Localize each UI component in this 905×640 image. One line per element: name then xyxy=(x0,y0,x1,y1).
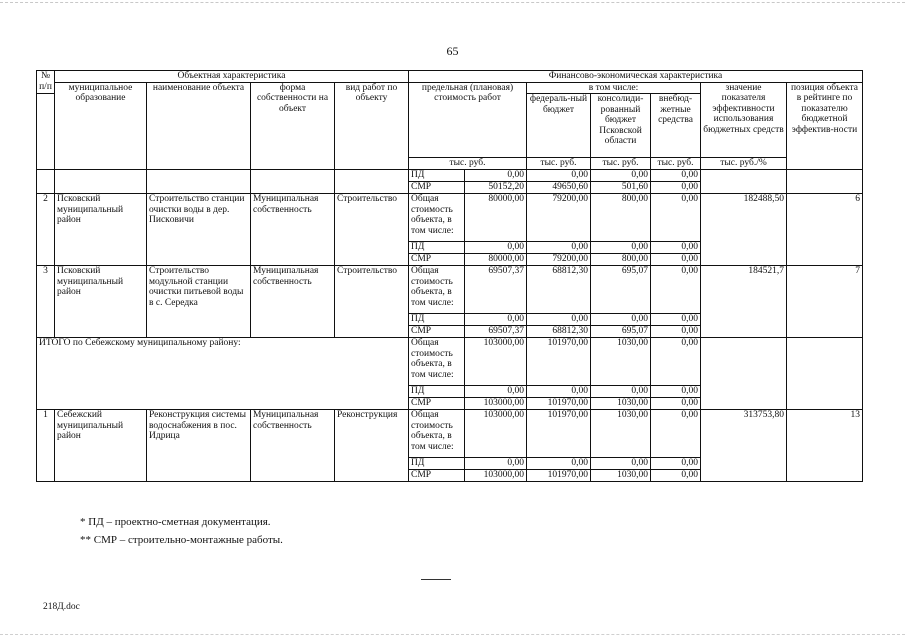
object-mo: Псковский муниципальный район xyxy=(55,266,147,338)
row-label-smr: СМР xyxy=(409,182,465,194)
value-cell: 79200,00 xyxy=(527,254,591,266)
separator-line xyxy=(421,579,451,580)
header-indicator: значение показателя эффективности использования бюджетных средств xyxy=(701,82,787,158)
value-cell: 80000,00 xyxy=(465,254,527,266)
row-label-smr: СМР xyxy=(409,254,465,266)
value-cell: 800,00 xyxy=(591,194,651,242)
page-number: 65 xyxy=(446,44,459,58)
value-cell: 0,00 xyxy=(527,458,591,470)
object-num: 3 xyxy=(37,266,55,338)
row-label-pd: ПД xyxy=(409,314,465,326)
value-cell: 0,00 xyxy=(651,470,701,482)
header-federal: федераль-ный бюджет xyxy=(527,94,591,158)
scan-artifact-top xyxy=(0,2,905,3)
object-position: 6 xyxy=(787,194,863,266)
value-cell: 0,00 xyxy=(651,458,701,470)
unit-indicator: тыс. руб./% xyxy=(701,158,787,170)
value-cell: 68812,30 xyxy=(527,266,591,314)
value-cell: 1030,00 xyxy=(591,338,651,386)
header-offbudget: внебюд-жетные средства xyxy=(651,94,701,158)
unit-cost: тыс. руб. xyxy=(409,158,527,170)
value-cell: 103000,00 xyxy=(465,470,527,482)
value-cell: 0,00 xyxy=(591,458,651,470)
object-position: 13 xyxy=(787,410,863,482)
value-cell: 1030,00 xyxy=(591,470,651,482)
value-cell: 1030,00 xyxy=(591,398,651,410)
cont-indicator xyxy=(701,170,787,194)
value-cell: 50152,20 xyxy=(465,182,527,194)
value-cell: 0,00 xyxy=(465,242,527,254)
value-cell: 103000,00 xyxy=(465,398,527,410)
value-cell: 0,00 xyxy=(591,242,651,254)
scan-artifact-bottom xyxy=(0,634,905,635)
object-num: 2 xyxy=(37,194,55,266)
value-cell: 79200,00 xyxy=(527,194,591,242)
value-cell: 0,00 xyxy=(591,314,651,326)
cont-mo xyxy=(55,170,147,194)
value-cell: 0,00 xyxy=(651,410,701,458)
value-cell: 0,00 xyxy=(651,338,701,386)
object-work-type: Реконструкция xyxy=(335,410,409,482)
value-cell: 0,00 xyxy=(465,314,527,326)
unit-consolidated: тыс. руб. xyxy=(591,158,651,170)
object-indicator: 182488,50 xyxy=(701,194,787,266)
header-object-char: Объектная характеристика xyxy=(55,71,409,83)
header-mo: муниципальное образование xyxy=(55,82,147,170)
cont-ownership xyxy=(251,170,335,194)
object-indicator: 184521,7 xyxy=(701,266,787,338)
financial-table xyxy=(36,70,863,482)
row-label-pd: ПД xyxy=(409,386,465,398)
value-cell: 0,00 xyxy=(651,386,701,398)
object-ownership: Муниципальная собственность xyxy=(251,194,335,266)
value-cell: 49650,60 xyxy=(527,182,591,194)
row-label-pd: ПД xyxy=(409,170,465,182)
value-cell: 0,00 xyxy=(591,386,651,398)
object-work-type: Строительство xyxy=(335,194,409,266)
object-name: Строительство станции очистки воды в дер. Пискoвичи xyxy=(147,194,251,266)
value-cell: 695,07 xyxy=(591,326,651,338)
value-cell: 0,00 xyxy=(465,458,527,470)
value-cell: 0,00 xyxy=(651,182,701,194)
object-work-type: Строительство xyxy=(335,266,409,338)
header-num: № п/п xyxy=(37,71,55,94)
subtotal-position xyxy=(787,338,863,410)
value-cell: 0,00 xyxy=(651,314,701,326)
header-position: позиция объекта в рейтинге по показателю бюджетной эффектив-ности xyxy=(787,82,863,170)
value-cell: 0,00 xyxy=(465,386,527,398)
value-cell: 0,00 xyxy=(651,170,701,182)
unit-federal: тыс. руб. xyxy=(527,158,591,170)
header-fin-char: Финансово-экономическая характеристика xyxy=(409,71,863,83)
value-cell: 0,00 xyxy=(651,398,701,410)
document-filename: 218Д.doc xyxy=(43,602,80,612)
row-label-smr: СМР xyxy=(409,398,465,410)
object-name: Реконструкция системы водоснабжения в пос. Идрица xyxy=(147,410,251,482)
object-ownership: Муниципальная собственность xyxy=(251,266,335,338)
header-consolidated: консолиди-рованный бюджет Псковской области xyxy=(591,94,651,158)
object-indicator: 313753,80 xyxy=(701,410,787,482)
object-name: Строительство модульной станции очистки питьевой воды в с. Середка xyxy=(147,266,251,338)
header-work-type: вид работ по объекту xyxy=(335,82,409,170)
value-cell: 68812,30 xyxy=(527,326,591,338)
value-cell: 800,00 xyxy=(591,254,651,266)
subtotal-indicator xyxy=(701,338,787,410)
object-num: 1 xyxy=(37,410,55,482)
row-label-total: Общая стоимость объекта, в том числе: xyxy=(409,338,465,386)
value-cell: 0,00 xyxy=(651,266,701,314)
cont-position xyxy=(787,170,863,194)
footnote-smr: ** СМР – строительно-монтажные работы. xyxy=(80,534,283,546)
row-label-pd: ПД xyxy=(409,242,465,254)
cont-name xyxy=(147,170,251,194)
value-cell: 0,00 xyxy=(651,326,701,338)
footnote-pd: * ПД – проектно-сметная документация. xyxy=(80,516,271,528)
row-label-total: Общая стоимость объекта, в том числе: xyxy=(409,266,465,314)
cont-work-type xyxy=(335,170,409,194)
value-cell: 0,00 xyxy=(465,170,527,182)
value-cell: 80000,00 xyxy=(465,194,527,242)
value-cell: 103000,00 xyxy=(465,338,527,386)
value-cell: 0,00 xyxy=(527,170,591,182)
row-label-pd: ПД xyxy=(409,458,465,470)
value-cell: 0,00 xyxy=(651,254,701,266)
value-cell: 69507,37 xyxy=(465,266,527,314)
row-label-smr: СМР xyxy=(409,326,465,338)
header-ownership: форма собственности на объект xyxy=(251,82,335,170)
header-num-tail xyxy=(37,94,55,170)
value-cell: 101970,00 xyxy=(527,338,591,386)
value-cell: 101970,00 xyxy=(527,410,591,458)
header-max-cost: предельная (плановая) стоимость работ xyxy=(409,82,527,158)
value-cell: 0,00 xyxy=(591,170,651,182)
row-label-total: Общая стоимость объекта, в том числе: xyxy=(409,194,465,242)
value-cell: 69507,37 xyxy=(465,326,527,338)
unit-offbudget: тыс. руб. xyxy=(651,158,701,170)
row-label-smr: СМР xyxy=(409,470,465,482)
value-cell: 101970,00 xyxy=(527,398,591,410)
header-object-name: наименование объекта xyxy=(147,82,251,170)
value-cell: 695,07 xyxy=(591,266,651,314)
value-cell: 501,60 xyxy=(591,182,651,194)
object-position: 7 xyxy=(787,266,863,338)
value-cell: 101970,00 xyxy=(527,470,591,482)
cont-num xyxy=(37,170,55,194)
value-cell: 0,00 xyxy=(527,386,591,398)
value-cell: 1030,00 xyxy=(591,410,651,458)
value-cell: 0,00 xyxy=(651,194,701,242)
subtotal-label: ИТОГО по Себежскому муниципальному району: xyxy=(37,338,409,410)
value-cell: 103000,00 xyxy=(465,410,527,458)
object-ownership: Муниципальная собственность xyxy=(251,410,335,482)
object-mo: Себежский муниципальный район xyxy=(55,410,147,482)
header-incl: в том числе: xyxy=(527,82,701,94)
value-cell: 0,00 xyxy=(651,242,701,254)
value-cell: 0,00 xyxy=(527,242,591,254)
row-label-total: Общая стоимость объекта, в том числе: xyxy=(409,410,465,458)
value-cell: 0,00 xyxy=(527,314,591,326)
object-mo: Псковский муниципальный район xyxy=(55,194,147,266)
